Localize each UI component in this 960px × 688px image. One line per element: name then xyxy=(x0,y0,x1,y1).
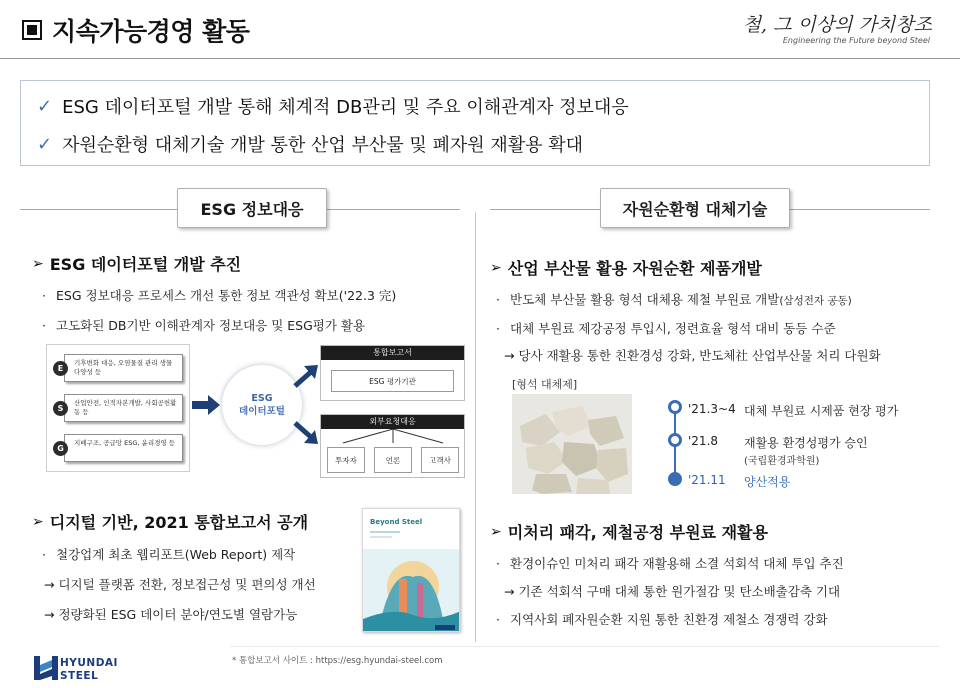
bullet-text: → 디지털 플랫폼 전환, 정보접근성 및 편의성 개선 xyxy=(44,577,316,592)
page-title-text: 지속가능경영 활동 xyxy=(52,17,250,46)
portal-label-2: 데이터포털 xyxy=(239,406,285,417)
letter-badge-g: G xyxy=(53,441,68,456)
bullet-item xyxy=(44,575,316,593)
arrow-right-icon: ➢ xyxy=(32,255,44,272)
bullet-item xyxy=(504,582,840,600)
target-investor: 투자자 xyxy=(327,447,365,473)
bullet-text: 고도화된 DB기반 이해관계자 정보대응 및 ESG평가 활용 xyxy=(56,318,366,333)
summary-line-2 xyxy=(37,131,583,157)
section-title-text: 산업 부산물 활용 자원순환 제품개발 xyxy=(507,259,762,278)
section-title-esg-portal xyxy=(32,252,241,275)
branch-arrows-icon xyxy=(321,429,466,445)
arrow-right-icon: ➢ xyxy=(32,513,44,530)
timeline-dot-2 xyxy=(668,433,682,447)
fluorite-substitute-photo xyxy=(512,394,632,494)
logo-text-1: HYUNDAI xyxy=(60,657,118,669)
timeline-text-3: 양산적용 xyxy=(744,475,791,489)
timeline-text-1: 대체 부원료 시제품 현장 평가 xyxy=(744,404,899,418)
timeline-date-3: '21.11 xyxy=(688,473,726,487)
hyundai-steel-logo-icon xyxy=(34,656,58,680)
check-icon: ✓ xyxy=(37,95,53,117)
timeline-text-2: 재활용 환경성평가 승인 xyxy=(744,436,868,450)
summary-text-2: 자원순환형 대체기술 개발 통한 산업 부산물 및 폐자원 재활용 확대 xyxy=(62,135,584,156)
bullet-text: 철강업계 최초 웹리포트(Web Report) 제작 xyxy=(56,547,296,562)
bullet-text: → 기존 석회석 구매 대체 통한 원가절감 및 탄소배출감축 기대 xyxy=(504,584,841,599)
esg-item-label: 기후변화 대응, 오염물질 관리 생물다양성 등 xyxy=(64,354,183,382)
target-customer: 고객사 xyxy=(421,447,459,473)
summary-text-1: ESG 데이터포털 개발 통해 체계적 DB관리 및 주요 이해관계자 정보대응 xyxy=(62,97,629,118)
bullet-text: 반도체 부산물 활용 형석 대체용 제철 부원료 개발 xyxy=(510,292,780,307)
bullet-item: · 환경이슈인 미처리 패각 재활용해 소결 석회석 대체 투입 추진 xyxy=(496,556,844,571)
bullet-text: 환경이슈인 미처리 패각 재활용해 소결 석회석 대체 투입 추진 xyxy=(510,556,844,571)
section-title-digital-report xyxy=(32,510,308,533)
check-icon: ✓ xyxy=(37,133,53,155)
footer-divider xyxy=(230,646,940,647)
bullet-item: · 반도체 부산물 활용 형석 대체용 제철 부원료 개발(삼성전자 공동) xyxy=(496,292,852,307)
summary-line-1 xyxy=(37,93,629,119)
bullet-text: → 정량화된 ESG 데이터 분야/연도별 열람가능 xyxy=(44,607,298,622)
image-caption: [형석 대체제] xyxy=(512,378,578,391)
arrow-up-right-icon xyxy=(292,363,320,389)
esg-item-label: 산업안전, 인적자본개발, 사회공헌활동 등 xyxy=(64,394,183,422)
bullet-item: · 고도화된 DB기반 이해관계자 정보대응 및 ESG평가 활용 xyxy=(42,318,366,333)
page-title xyxy=(22,12,249,48)
arrow-right-icon: ➢ xyxy=(490,259,502,276)
cover-title: Beyond Steel xyxy=(370,518,423,526)
esg-item-g xyxy=(53,433,183,463)
integrated-report-box xyxy=(320,345,465,401)
bullet-item xyxy=(44,605,297,623)
section-title-text: 미처리 패각, 제철공정 부원료 재활용 xyxy=(507,523,768,542)
external-request-header: 외부요청대응 xyxy=(321,415,464,429)
arrow-down-right-icon xyxy=(292,420,320,446)
bullet-item: · 대체 부원료 제강공정 투입시, 정련효율 형석 대비 동등 수준 xyxy=(496,321,836,336)
slogan-main: 철, 그 이상의 가치창조 xyxy=(742,14,932,36)
timeline-date-2: '21.8 xyxy=(688,434,719,448)
integrated-report-header: 통합보고서 xyxy=(321,346,464,360)
cover-illustration xyxy=(363,549,460,632)
report-cover-image xyxy=(362,508,460,632)
portal-label-1: ESG xyxy=(251,393,273,404)
bullet-note: (삼성전자 공동) xyxy=(779,295,852,307)
section-title-shell xyxy=(490,520,768,543)
timeline-dot-3 xyxy=(668,472,682,486)
esg-item-label: 지배구조, 공급망 ESG, 윤리경영 등 xyxy=(64,434,183,462)
footnote: * 통합보고서 사이트 : https://esg.hyundai-steel.com xyxy=(232,656,443,666)
arrow-to-portal-icon xyxy=(192,395,222,415)
bullet-text: ESG 정보대응 프로세스 개선 통한 정보 객관성 확보('22.3 完) xyxy=(56,288,397,303)
arrow-right-icon: ➢ xyxy=(490,523,502,540)
tab-resource-circulation: 자원순환형 대체기술 xyxy=(600,188,790,228)
bullet-item: · ESG 정보대응 프로세스 개선 통한 정보 객관성 확보('22.3 完) xyxy=(42,288,397,303)
timeline-dot-1 xyxy=(668,400,682,414)
section-title-byproduct xyxy=(490,256,762,279)
esg-item-s xyxy=(53,393,183,423)
letter-badge-s: S xyxy=(53,401,68,416)
timeline-date-1: '21.3~4 xyxy=(688,402,736,416)
esg-rating-box: ESG 평가기관 xyxy=(331,370,454,392)
external-request-box xyxy=(320,414,465,478)
header-divider xyxy=(0,58,960,59)
esg-categories-box xyxy=(46,344,190,472)
timeline-sub-2: (국립환경과학원) xyxy=(744,456,820,467)
slogan xyxy=(742,10,932,50)
bullet-text: → 당사 재활용 통한 친환경성 강화, 반도체社 산업부산물 처리 다원화 xyxy=(504,348,881,363)
logo-text-2: STEEL xyxy=(60,670,99,682)
section-title-text: ESG 데이터포털 개발 추진 xyxy=(49,255,242,274)
bullet-item xyxy=(504,346,881,364)
slogan-sub: Engineering the Future beyond Steel xyxy=(782,36,930,45)
tab-esg-response: ESG 정보대응 xyxy=(177,188,327,228)
bullet-text: 지역사회 폐자원순환 지원 통한 친환경 제철소 경쟁력 강화 xyxy=(510,612,828,627)
column-divider xyxy=(475,212,476,642)
bullet-text: 대체 부원료 제강공정 투입시, 정련효율 형석 대비 동등 수준 xyxy=(510,321,836,336)
summary-box xyxy=(20,80,930,166)
bullet-item: · 철강업계 최초 웹리포트(Web Report) 제작 xyxy=(42,547,296,562)
target-media: 언론 xyxy=(374,447,412,473)
square-bullet-icon xyxy=(22,20,42,40)
section-title-text: 디지털 기반, 2021 통합보고서 공개 xyxy=(49,513,309,532)
esg-data-portal xyxy=(222,365,302,445)
bullet-item: · 지역사회 폐자원순환 지원 통한 친환경 제철소 경쟁력 강화 xyxy=(496,612,828,627)
esg-item-e xyxy=(53,353,183,383)
hyundai-steel-logo xyxy=(34,654,134,684)
letter-badge-e: E xyxy=(53,361,68,376)
